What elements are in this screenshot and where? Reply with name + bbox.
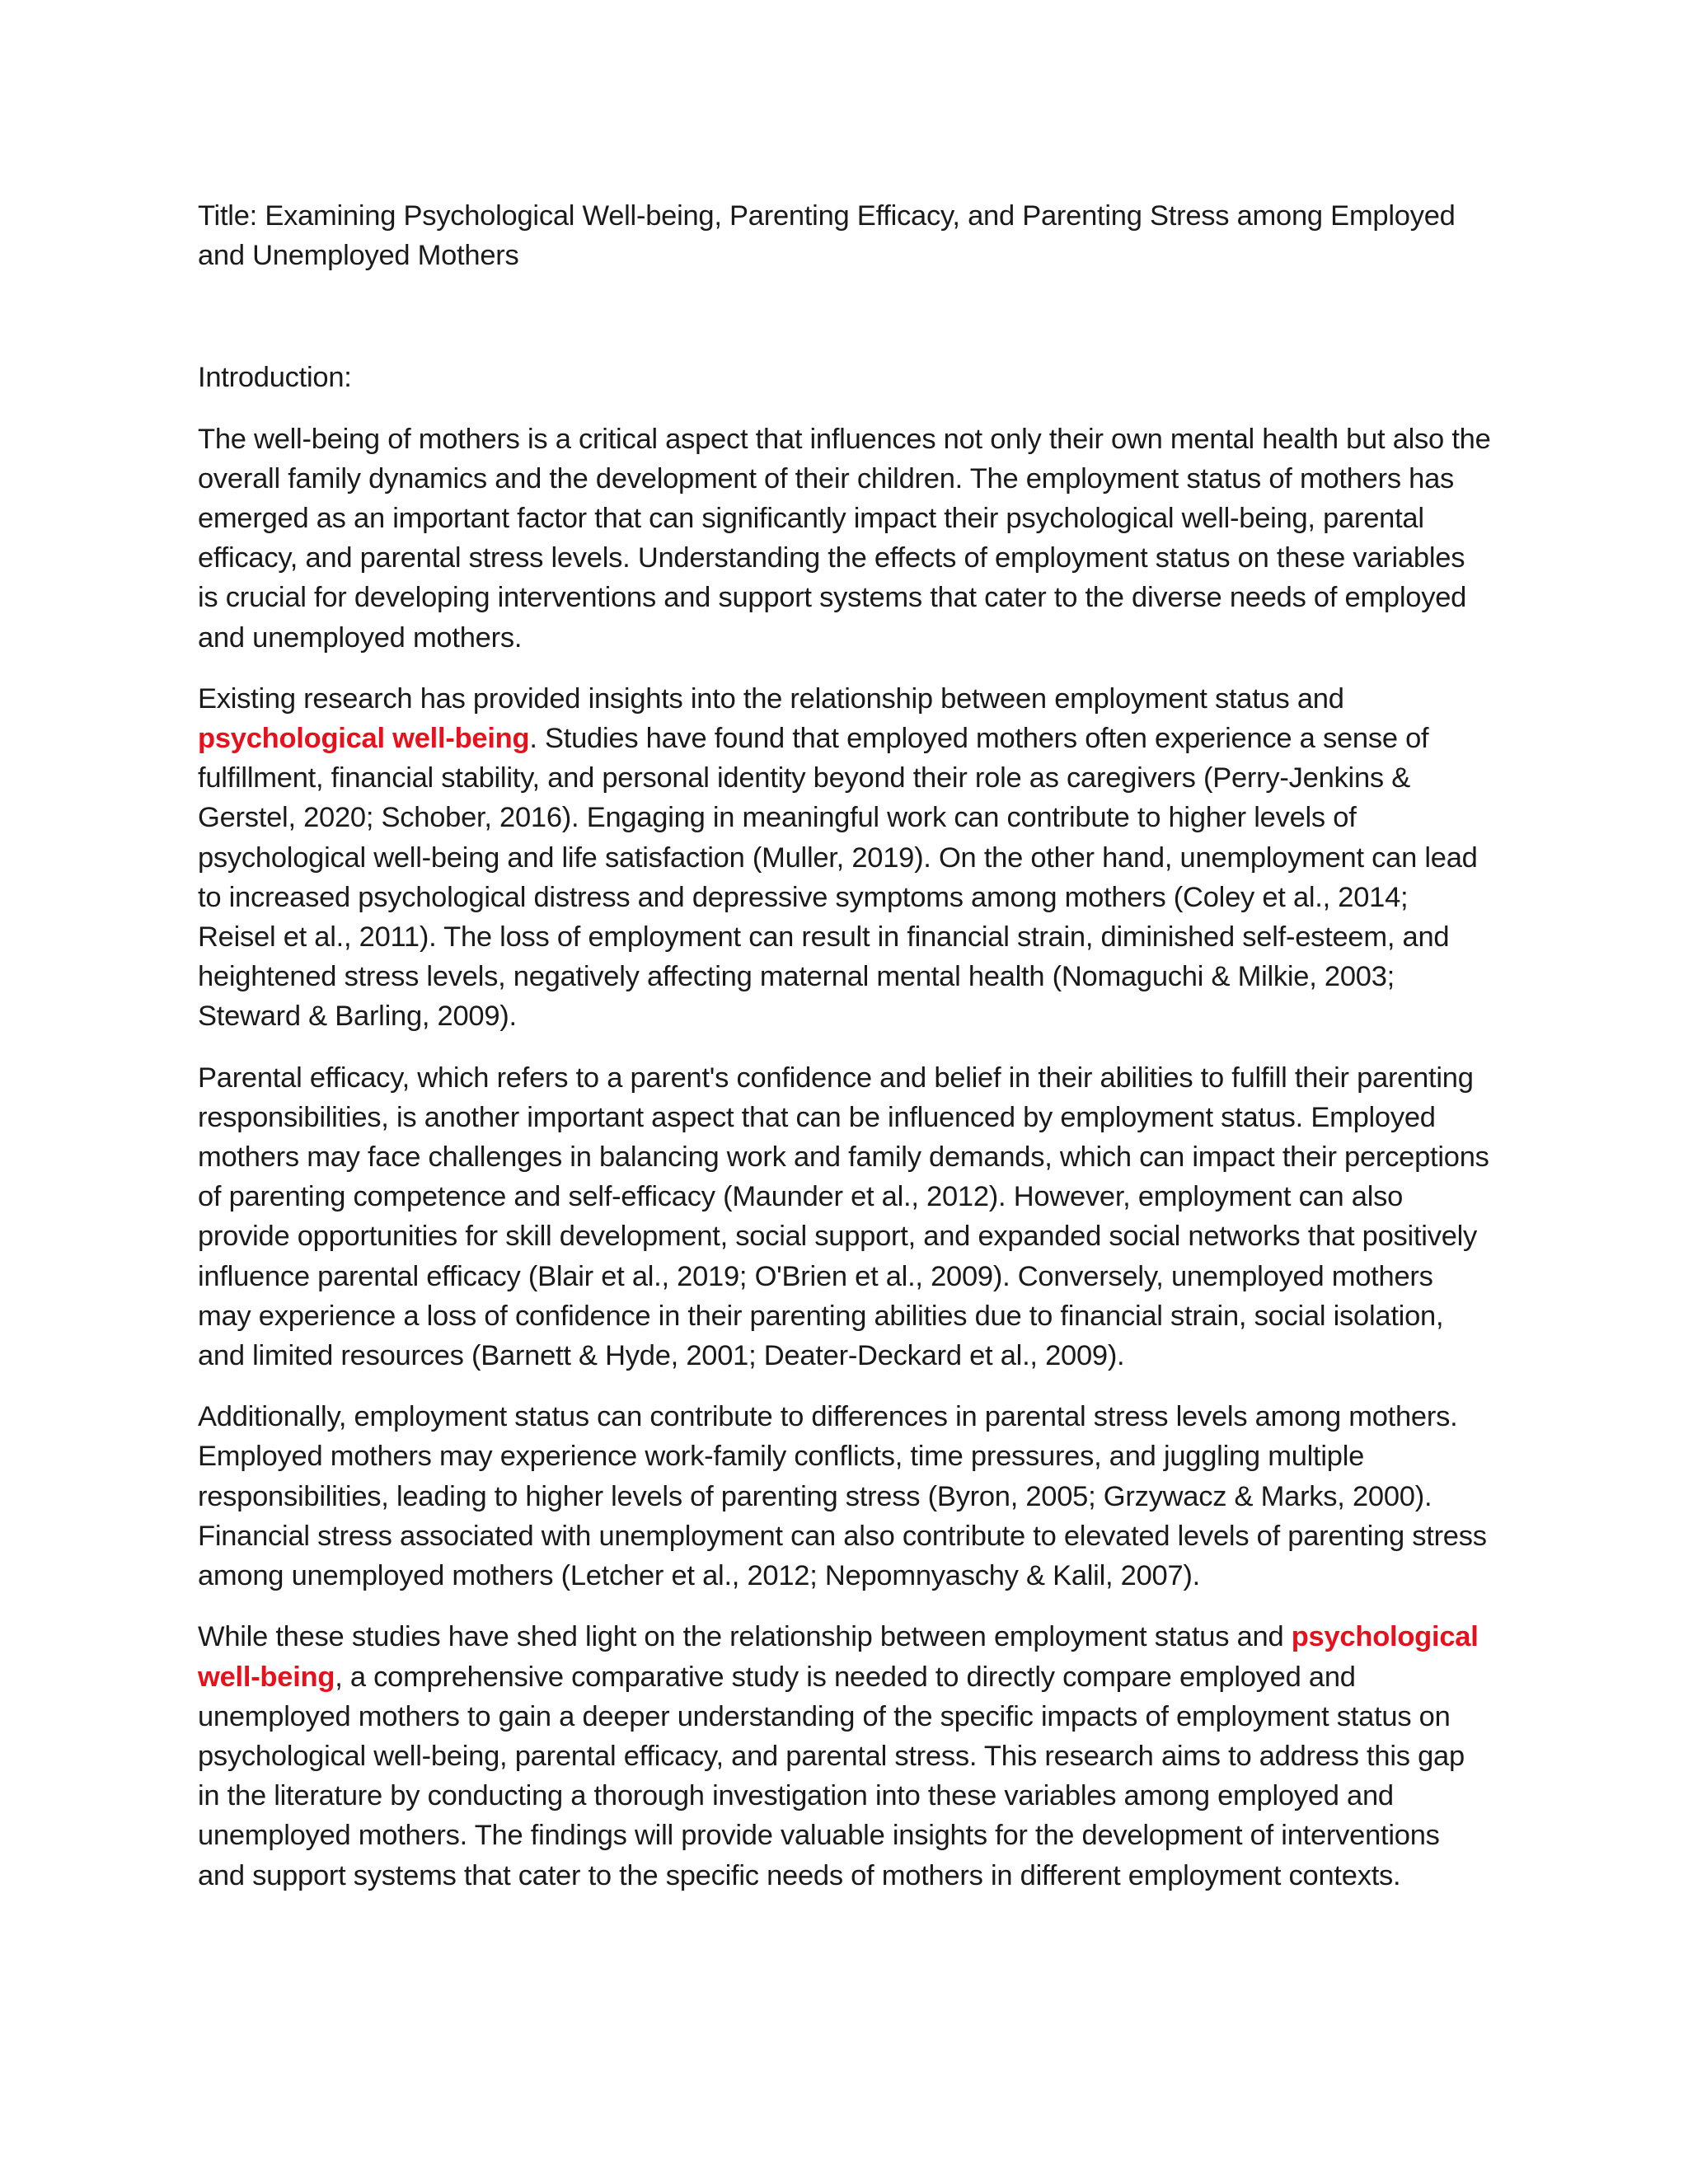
paragraph-5-rest: , a comprehensive comparative study is needed to directly compare employed and unemployed mothers to gain a deeper understanding of the specific impacts of employment status on psychological well-being, parental efficacy, and parental stress. This research aims to address this gap in the literature by conducting a thorough investigation into these variables among employed and unemployed mothers. The findings will provide valuable insights for the development of interventions and support systems that cater to the specific needs of mothers in different employment contexts. <box>198 1661 1465 1891</box>
paragraph-5 <box>198 1617 1492 1895</box>
paragraph-5-lead: While these studies have shed light on the relationship between employment status and <box>198 1621 1292 1653</box>
paragraph-2 <box>198 679 1492 1037</box>
document-title: Title: Examining Psychological Well-being, Parenting Efficacy, and Parenting Stress among Employed and Unemployed Mothers <box>198 200 1456 272</box>
introduction-heading: Introduction: <box>198 362 352 394</box>
paragraph-2-rest: . Studies have found that employed mothers often experience a sense of fulfillment, financial stability, and personal identity beyond their role as caregivers (Perry-Jenkins & Gerstel, 2020; Schober, 2016). Engaging in meaningful work can contribute to higher levels of psychological well-being and life satisfaction (Muller, 2019). On the other hand, unemployment can lead to increased psychological distress and depressive symptoms among mothers (Coley et al., 2014; Reisel et al., 2011). The loss of employment can result in financial strain, diminished self-esteem, and heightened stress levels, negatively affecting maternal mental health (Nomaguchi & Milkie, 2003; Steward & Barling, 2009). <box>198 723 1478 1033</box>
paragraph-2-lead: Existing research has provided insights into the relationship between employment status and <box>198 682 1344 715</box>
paragraph-3: Parental efficacy, which refers to a parent's confidence and belief in their abilities to fulfill their parenting responsibilities, is another important aspect that can be influenced by employment status. Employed mothers may face challenges in balancing work and family demands, which can impact their perceptions of parenting competence and self-efficacy (Maunder et al., 2012). However, employment can also provide opportunities for skill development, social support, and expanded social networks that positively influence parental efficacy (Blair et al., 2019; O'Brien et al., 2009). Conversely, unemployed mothers may experience a loss of confidence in their parenting abilities due to financial strain, social isolation, and limited resources (Barnett & Hyde, 2001; Deater-Deckard et al., 2009). <box>198 1062 1489 1372</box>
paragraph-4: Additionally, employment status can contribute to differences in parental stress levels among mothers. Employed mothers may experience work-family conflicts, time pressures, and juggling multiple responsibilities, leading to higher levels of parenting stress (Byron, 2005; Grzywacz & Marks, 2000). Financial stress associated with unemployment can also contribute to elevated levels of parenting stress among unemployed mothers (Letcher et al., 2012; Nepomnyaschy & Kalil, 2007). <box>198 1401 1487 1592</box>
paragraph-1: The well-being of mothers is a critical aspect that influences not only their own mental health but also the overall family dynamics and the development of their children. The employment status of mothers has emerged as an important factor that can significantly impact their psychological well-being, parental efficacy, and parental stress levels. Understanding the effects of employment status on these variables is crucial for developing interventions and support systems that cater to the diverse needs of employed and unemployed mothers. <box>198 423 1491 654</box>
highlighted-term: psychological well-being <box>198 1621 1479 1693</box>
document-page <box>198 196 1492 1917</box>
highlighted-term: psychological well-being <box>198 723 530 755</box>
